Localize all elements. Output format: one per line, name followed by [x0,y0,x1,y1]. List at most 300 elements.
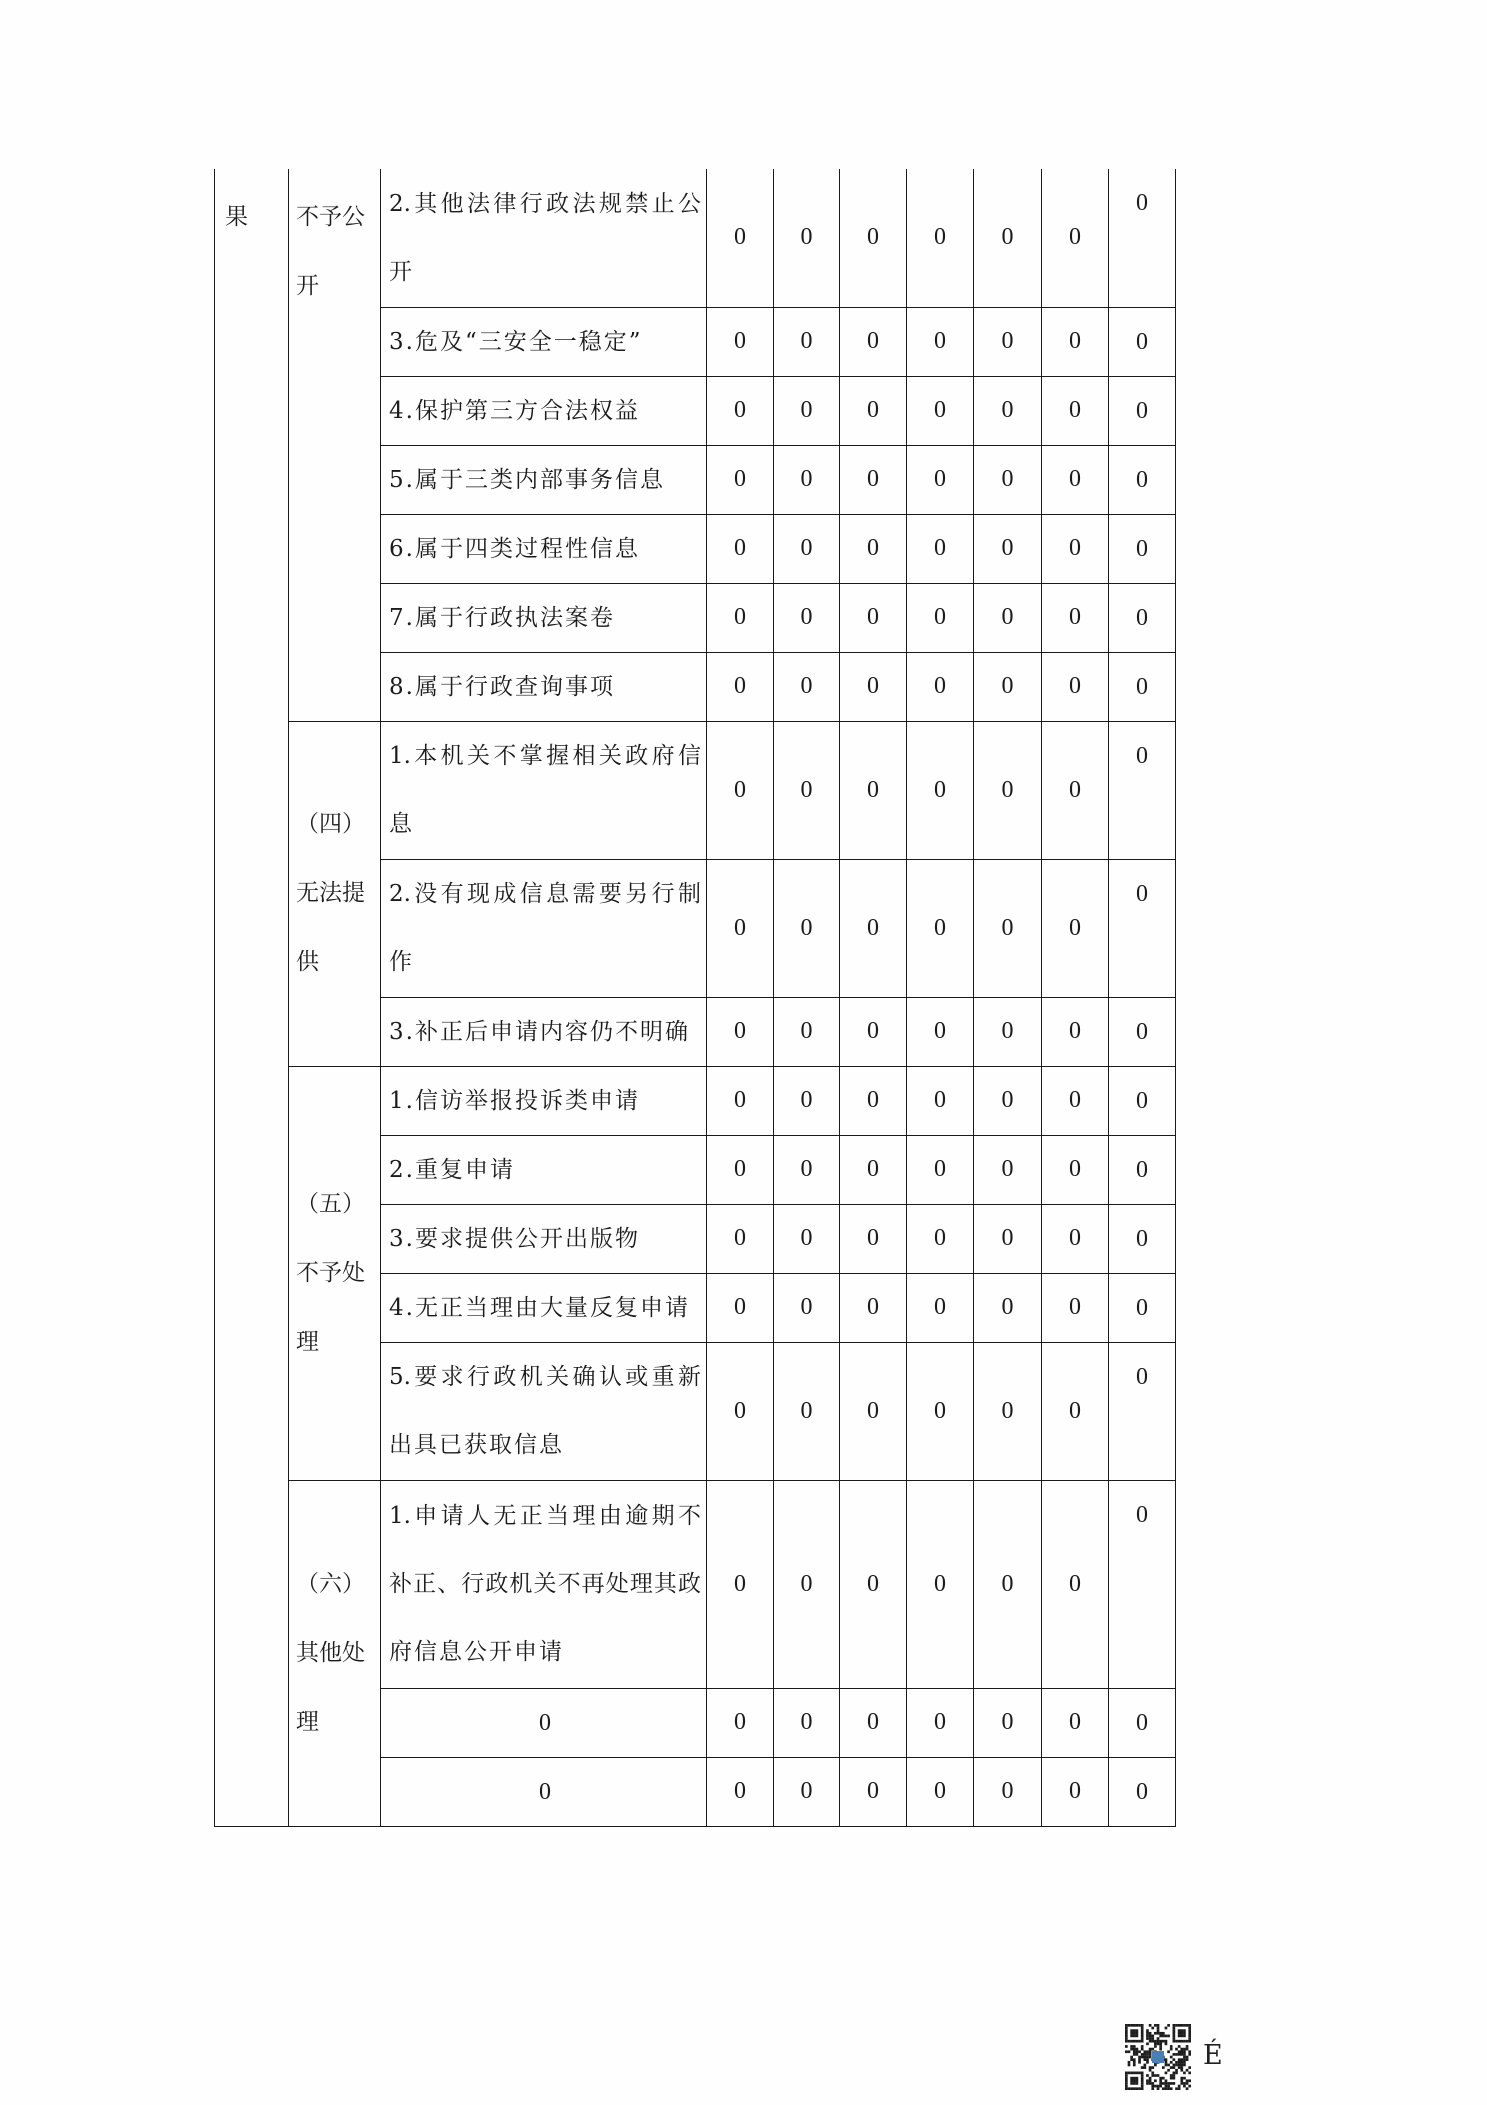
value-cell: 0 [907,1135,974,1204]
item-cell [381,445,707,514]
group-label-text: （六） [296,1570,365,1597]
value-cell: 0 [840,1688,907,1757]
corner-mark: É [1203,2040,1223,2071]
qr-module [1186,2056,1189,2059]
qr-module [1170,2056,1173,2059]
value-cell: 0 [974,169,1042,307]
qr-module [1151,2027,1154,2030]
qr-module [1178,2040,1181,2043]
table-row [215,721,1176,859]
qr-module [1149,2037,1152,2040]
result-column-text: 果 [225,204,248,230]
qr-module [1188,2032,1191,2035]
qr-module [1136,2040,1139,2043]
value-cell: 0 [907,1480,974,1688]
result-column-cell [215,169,289,1826]
qr-module [1133,2082,1136,2085]
qr-module [1188,2050,1191,2053]
qr-module [1141,2074,1144,2077]
value-cell: 0 [1042,1342,1109,1480]
qr-module [1136,2035,1139,2038]
qr-module [1125,2032,1128,2035]
qr-module [1130,2048,1133,2051]
item-cell [381,1480,707,1688]
item-cell [381,859,707,997]
qr-module [1167,2064,1170,2067]
qr-module [1186,2087,1189,2090]
qr-module [1162,2035,1165,2038]
item-text: 8.属于行政查询事项 [389,673,615,700]
qr-module [1146,2032,1149,2035]
group-label-text: （五） [296,1190,365,1217]
value-cell: 0 [1109,1204,1176,1273]
qr-module [1136,2077,1139,2080]
qr-module [1146,2061,1149,2064]
value-cell: 0 [1109,997,1176,1066]
group-label-text: 供 [296,949,319,975]
qr-module [1178,2035,1181,2038]
qr-module [1154,2064,1157,2067]
qr-module [1173,2037,1176,2040]
qr-module [1149,2032,1152,2035]
value-cell: 0 [907,859,974,997]
qr-module [1167,2085,1170,2088]
qr-module [1167,2024,1170,2027]
qr-module [1159,2035,1162,2038]
qr-module [1149,2040,1152,2043]
table-body [215,169,1176,1826]
value-cell: 0 [840,1757,907,1826]
value-cell: 0 [774,721,840,859]
qr-module [1130,2082,1133,2085]
qr-module [1149,2077,1152,2080]
value-cell: 0 [974,1688,1042,1757]
group-label-cell [289,721,381,1066]
qr-module [1130,2056,1133,2059]
group-label-text: （四） [296,811,365,837]
qr-module [1136,2024,1139,2027]
qr-module [1136,2053,1139,2056]
qr-module [1167,2069,1170,2072]
qr-module [1159,2085,1162,2088]
qr-module [1159,2082,1162,2085]
qr-module [1133,2045,1136,2048]
qr-module [1165,2061,1168,2064]
qr-module [1167,2087,1170,2090]
value-cell: 0 [840,169,907,307]
qr-module [1138,2050,1141,2053]
qr-module [1136,2032,1139,2035]
qr-module [1159,2040,1162,2043]
value-cell: 0 [840,1480,907,1688]
value-cell: 0 [1042,376,1109,445]
qr-module [1128,2072,1131,2075]
item-text: 3.补正后申请内容仍不明确 [389,1018,690,1045]
qr-module [1151,2040,1154,2043]
qr-module [1180,2024,1183,2027]
value-cell: 0 [1109,859,1176,997]
value-cell: 0 [1042,1135,1109,1204]
qr-module [1165,2079,1168,2082]
qr-module [1157,2042,1160,2045]
value-cell: 0 [840,445,907,514]
qr-module [1141,2048,1144,2051]
qr-module [1188,2066,1191,2069]
value-cell: 0 [840,1066,907,1135]
value-cell: 0 [907,514,974,583]
qr-module [1183,2040,1186,2043]
qr-module [1133,2058,1136,2061]
value-cell: 0 [974,1066,1042,1135]
qr-module [1188,2085,1191,2088]
value-cell: 0 [840,721,907,859]
qr-module [1165,2042,1168,2045]
qr-module [1130,2045,1133,2048]
value-cell: 0 [1042,1066,1109,1135]
value-cell: 0 [774,1757,840,1826]
value-cell: 0 [974,376,1042,445]
qr-module [1146,2074,1149,2077]
qr-module [1186,2048,1189,2051]
item-cell [381,1688,707,1757]
qr-module [1141,2032,1144,2035]
qr-module [1162,2040,1165,2043]
qr-module [1151,2072,1154,2075]
qr-module [1165,2064,1168,2067]
qr-module [1133,2087,1136,2090]
qr-center-logo [1152,2051,1164,2063]
qr-module [1178,2066,1181,2069]
qr-module [1128,2087,1131,2090]
item-text: 1.信访举报投诉类申请 [389,1087,640,1114]
qr-module [1180,2079,1183,2082]
qr-module [1133,2048,1136,2051]
qr-module [1170,2077,1173,2080]
qr-module [1151,2066,1154,2069]
qr-module [1154,2024,1157,2027]
value-cell: 0 [707,514,774,583]
value-cell: 0 [840,859,907,997]
item-text: 5.要求行政机关确认或重新 [389,1364,701,1390]
qr-module [1143,2050,1146,2053]
qr-module [1180,2058,1183,2061]
value-cell: 0 [774,1342,840,1480]
value-cell: 0 [707,583,774,652]
qr-module [1141,2045,1144,2048]
qr-module [1186,2058,1189,2061]
qr-module [1162,2032,1165,2035]
qr-module [1183,2072,1186,2075]
qr-module [1125,2082,1128,2085]
qr-module [1173,2032,1176,2035]
value-cell: 0 [974,514,1042,583]
qr-module [1186,2024,1189,2027]
value-cell: 0 [1109,1688,1176,1757]
qr-module [1133,2029,1136,2032]
value-cell: 0 [907,583,974,652]
item-text: 作 [389,949,414,975]
qr-module [1183,2082,1186,2085]
value-cell: 0 [707,307,774,376]
qr-module [1183,2064,1186,2067]
item-text: 3.要求提供公开出版物 [389,1225,640,1252]
value-cell: 0 [1042,1757,1109,1826]
qr-module [1136,2079,1139,2082]
qr-module [1157,2087,1160,2090]
qr-module [1186,2045,1189,2048]
qr-module [1186,2069,1189,2072]
value-cell: 0 [774,1480,840,1688]
item-text: 息 [389,811,414,837]
qr-module [1180,2040,1183,2043]
value-cell: 0 [707,859,774,997]
qr-module [1154,2085,1157,2088]
qr-module [1141,2077,1144,2080]
qr-module [1180,2082,1183,2085]
qr-module [1170,2066,1173,2069]
qr-module [1170,2061,1173,2064]
qr-module [1180,2064,1183,2067]
value-cell: 0 [707,721,774,859]
qr-module [1188,2072,1191,2075]
qr-module [1149,2066,1152,2069]
qr-module [1154,2079,1157,2082]
qr-module [1128,2050,1131,2053]
value-cell: 0 [707,1757,774,1826]
qr-module [1125,2072,1128,2075]
qr-module [1130,2058,1133,2061]
value-cell: 0 [907,1066,974,1135]
qr-module [1175,2064,1178,2067]
qr-module [1159,2048,1162,2051]
qr-module [1173,2035,1176,2038]
item-cell [381,169,707,307]
value-cell: 0 [774,1204,840,1273]
qr-module [1180,2061,1183,2064]
qr-module [1183,2029,1186,2032]
qr-module [1173,2066,1176,2069]
qr-module [1138,2024,1141,2027]
qr-module [1188,2040,1191,2043]
qr-module [1175,2040,1178,2043]
value-cell: 0 [774,997,840,1066]
qr-module [1180,2077,1183,2080]
qr-module [1141,2079,1144,2082]
value-cell: 0 [840,514,907,583]
qr-module [1133,2072,1136,2075]
value-cell: 0 [707,652,774,721]
qr-module [1130,2032,1133,2035]
value-cell: 0 [840,376,907,445]
qr-module [1130,2040,1133,2043]
qr-module [1173,2040,1176,2043]
value-cell: 0 [774,169,840,307]
group-label-text: 不予处 [296,1259,365,1286]
qr-module [1154,2032,1157,2035]
qr-module [1173,2027,1176,2030]
qr-module [1183,2032,1186,2035]
item-text: 4.无正当理由大量反复申请 [389,1294,690,1321]
qr-module [1130,2079,1133,2082]
qr-module [1178,2045,1181,2048]
value-cell: 0 [707,1688,774,1757]
item-text: 4.保护第三方合法权益 [389,397,640,424]
qr-module [1141,2053,1144,2056]
qr-module [1130,2087,1133,2090]
qr-module [1133,2061,1136,2064]
value-cell: 0 [974,652,1042,721]
value-cell: 0 [1109,1757,1176,1826]
qr-module [1186,2040,1189,2043]
qr-module [1183,2053,1186,2056]
item-text: 0 [539,1778,551,1805]
table-row [215,169,1176,307]
qr-module [1159,2077,1162,2080]
qr-module [1167,2035,1170,2038]
qr-module [1178,2032,1181,2035]
qr-module [1133,2032,1136,2035]
value-cell: 0 [774,307,840,376]
qr-module [1178,2085,1181,2088]
qr-module [1141,2040,1144,2043]
item-text: 7.属于行政执法案卷 [389,604,615,631]
qr-module [1146,2042,1149,2045]
qr-module [1141,2087,1144,2090]
qr-module [1162,2077,1165,2080]
qr-module [1180,2066,1183,2069]
qr-module [1170,2087,1173,2090]
item-cell [381,583,707,652]
qr-module [1167,2050,1170,2053]
qr-module [1130,2077,1133,2080]
value-cell: 0 [1109,1342,1176,1480]
qr-module [1138,2058,1141,2061]
value-cell: 0 [1109,445,1176,514]
value-cell: 0 [907,652,974,721]
qr-module [1170,2074,1173,2077]
qr-module [1143,2064,1146,2067]
qr-module [1173,2029,1176,2032]
qr-module [1130,2072,1133,2075]
qr-module [1149,2053,1152,2056]
qr-module [1141,2066,1144,2069]
value-cell: 0 [907,1204,974,1273]
value-cell: 0 [1042,1273,1109,1342]
qr-module [1175,2069,1178,2072]
value-cell: 0 [1042,997,1109,1066]
qr-module [1128,2061,1131,2064]
value-cell: 0 [707,445,774,514]
value-cell: 0 [907,1342,974,1480]
qr-module [1159,2042,1162,2045]
item-text: 2.没有现成信息需要另行制 [389,881,701,907]
value-cell: 0 [1042,445,1109,514]
value-cell: 0 [1042,859,1109,997]
qr-module [1183,2061,1186,2064]
qr-module [1146,2058,1149,2061]
qr-module [1133,2079,1136,2082]
qr-module [1157,2037,1160,2040]
qr-module [1165,2087,1168,2090]
qr-module [1183,2024,1186,2027]
value-cell: 0 [907,1273,974,1342]
qr-module [1180,2050,1183,2053]
qr-module [1136,2029,1139,2032]
qr-module [1136,2082,1139,2085]
value-cell: 0 [1109,1480,1176,1688]
qr-module [1146,2037,1149,2040]
qr-module [1180,2032,1183,2035]
value-cell: 0 [907,997,974,1066]
qr-module [1157,2027,1160,2030]
qr-module [1133,2035,1136,2038]
qr-code [1125,2024,1191,2090]
value-cell: 0 [1042,1688,1109,1757]
value-cell: 0 [907,307,974,376]
qr-module [1173,2058,1176,2061]
qr-module [1157,2032,1160,2035]
qr-module [1159,2032,1162,2035]
qr-module [1151,2074,1154,2077]
qr-module [1170,2048,1173,2051]
qr-module [1173,2077,1176,2080]
qr-module [1154,2042,1157,2045]
qr-module [1173,2064,1176,2067]
qr-module [1138,2061,1141,2064]
item-cell [381,514,707,583]
qr-module [1125,2074,1128,2077]
qr-module [1149,2024,1152,2027]
qr-module [1165,2035,1168,2038]
qr-module [1130,2035,1133,2038]
value-cell: 0 [974,1204,1042,1273]
qr-module [1159,2079,1162,2082]
qr-module [1146,2079,1149,2082]
item-cell [381,307,707,376]
value-cell: 0 [707,1342,774,1480]
qr-module [1141,2024,1144,2027]
qr-module [1130,2029,1133,2032]
qr-module [1146,2056,1149,2059]
qr-module [1143,2058,1146,2061]
qr-module [1128,2064,1131,2067]
value-cell: 0 [1109,1135,1176,1204]
value-cell: 0 [907,445,974,514]
value-cell: 0 [774,1688,840,1757]
qr-module [1141,2035,1144,2038]
value-cell: 0 [907,376,974,445]
qr-module [1188,2024,1191,2027]
qr-module [1188,2053,1191,2056]
qr-module [1178,2087,1181,2090]
qr-module [1170,2045,1173,2048]
qr-module [1175,2072,1178,2075]
item-text: 1.申请人无正当理由逾期不 [389,1503,701,1529]
qr-module [1188,2037,1191,2040]
qr-module [1136,2050,1139,2053]
qr-module [1157,2029,1160,2032]
qr-module [1149,2056,1152,2059]
qr-module [1178,2058,1181,2061]
qr-module [1136,2087,1139,2090]
qr-module [1149,2079,1152,2082]
qr-module [1125,2037,1128,2040]
value-cell: 0 [1109,1273,1176,1342]
table-row [215,1066,1176,1135]
value-cell: 0 [707,1204,774,1273]
qr-module [1165,2085,1168,2088]
value-cell: 0 [774,445,840,514]
